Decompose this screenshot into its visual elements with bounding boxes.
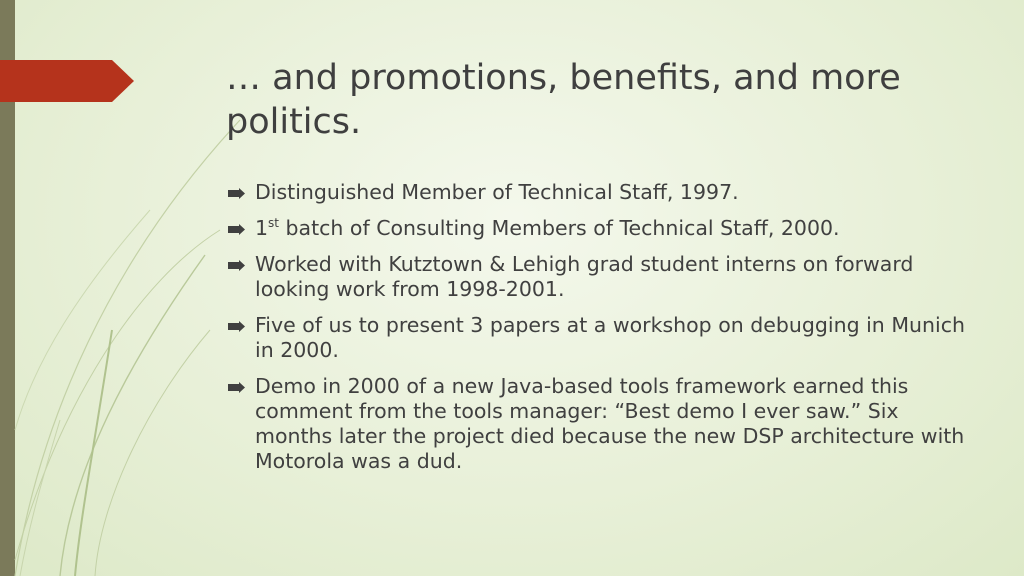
bullet-item bbox=[228, 313, 968, 363]
arrow-bullet-icon bbox=[228, 382, 245, 393]
arrow-bullet-icon bbox=[228, 260, 245, 271]
arrow-bullet-icon bbox=[228, 321, 245, 332]
bullet-text: Five of us to present 3 papers at a workshop on debugging in Munich in 2000. bbox=[255, 313, 965, 362]
bullet-text: 1 bbox=[255, 216, 269, 240]
bullet-text-continued: batch of Consulting Members of Technical Staff, 2000. bbox=[279, 216, 840, 240]
bullet-text: Demo in 2000 of a new Java-based tools framework earned this comment from the tools manager: “Best demo I ever saw.” Six months later the project died because the new DSP architecture with Motorola was a dud. bbox=[255, 374, 965, 473]
bullet-text: Distinguished Member of Technical Staff, 1997. bbox=[255, 180, 739, 204]
slide-title: … and promotions, benefits, and more politics. bbox=[226, 58, 901, 142]
bullet-item bbox=[228, 374, 968, 474]
bullet-item bbox=[228, 216, 968, 241]
arrow-bullet-icon bbox=[228, 188, 245, 199]
bullet-item bbox=[228, 252, 968, 302]
bullet-list bbox=[228, 180, 968, 485]
bullet-text: Worked with Kutztown & Lehigh grad student interns on forward looking work from 1998-2001. bbox=[255, 252, 914, 301]
arrow-bullet-icon bbox=[228, 224, 245, 235]
bullet-superscript: st bbox=[268, 216, 280, 231]
arrow-tab-icon bbox=[0, 60, 134, 102]
bullet-item bbox=[228, 180, 968, 205]
